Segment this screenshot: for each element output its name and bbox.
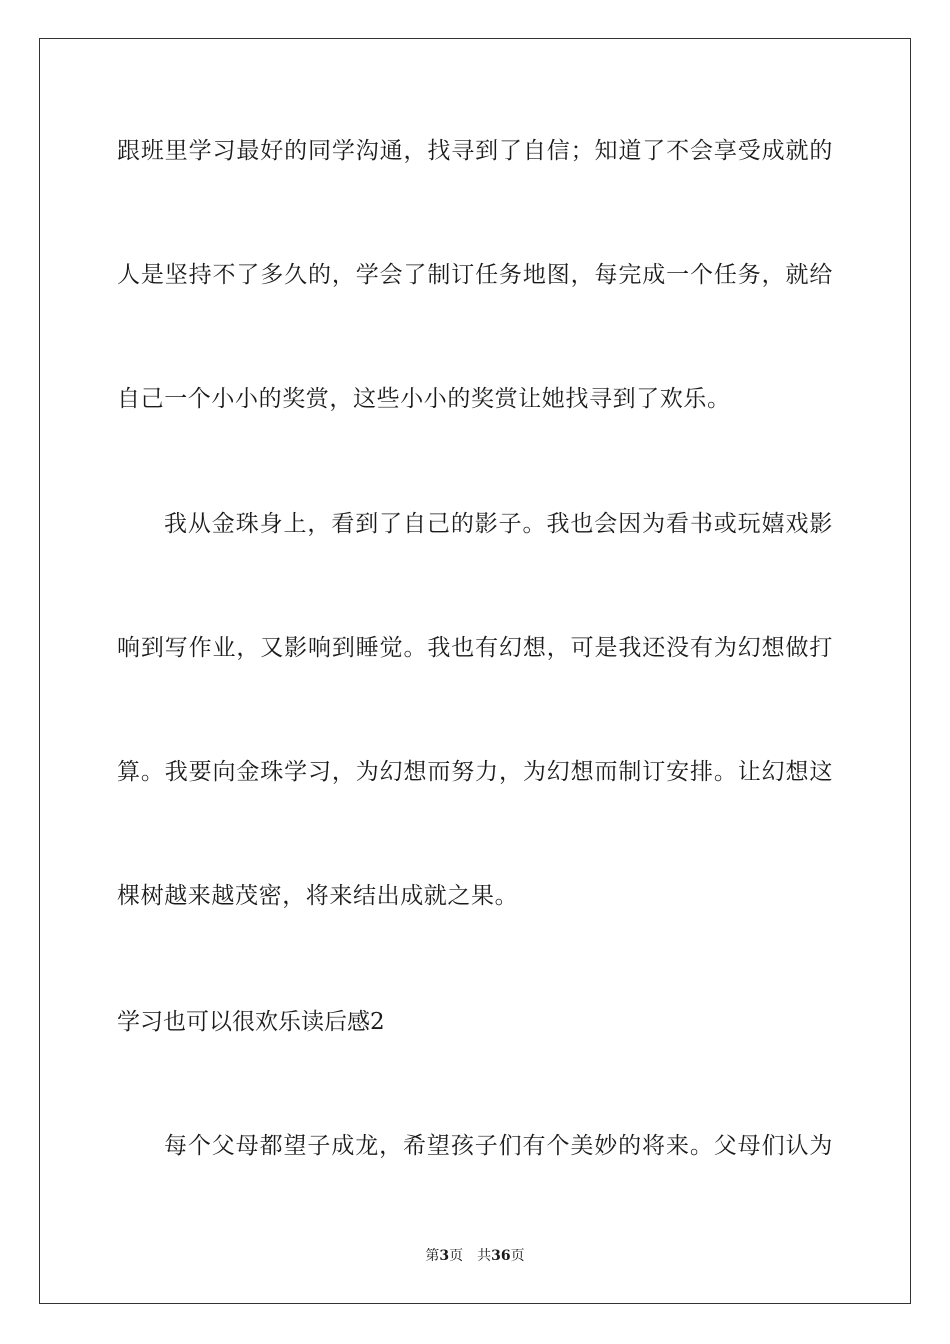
paragraph-line-5: 响到写作业，又影响到睡觉。我也有幻想，可是我还没有为幻想做打 (117, 635, 833, 661)
paragraph-line-4: 我从金珠身上，看到了自己的影子。我也会因为看书或玩嬉戏影 (164, 511, 833, 537)
paragraph-line-2: 人是坚持不了多久的，学会了制订任务地图，每完成一个任务，就给 (117, 262, 833, 288)
footer-total-prefix: 共 (477, 1248, 492, 1264)
page-footer (0, 1246, 950, 1266)
footer-total-pages: 36 (491, 1248, 511, 1264)
section-heading: 学习也可以很欢乐读后感2 (117, 1009, 385, 1035)
footer-total-suffix: 页 (510, 1248, 525, 1264)
paragraph-line-8: 每个父母都望子成龙，希望孩子们有个美妙的将来。父母们认为 (164, 1133, 833, 1159)
footer-page-suffix: 页 (449, 1248, 464, 1264)
paragraph-line-3: 自己一个小小的奖赏，这些小小的奖赏让她找寻到了欢乐。 (117, 386, 731, 412)
paragraph-line-1: 跟班里学习最好的同学沟通，找寻到了自信；知道了不会享受成就的 (117, 138, 833, 164)
paragraph-line-7: 棵树越来越茂密，将来结出成就之果。 (117, 883, 519, 909)
page-border (39, 38, 911, 1304)
paragraph-line-6: 算。我要向金珠学习，为幻想而努力，为幻想而制订安排。让幻想这 (117, 759, 833, 785)
footer-page-number: 3 (439, 1248, 450, 1264)
footer-page-prefix: 第 (425, 1248, 440, 1264)
